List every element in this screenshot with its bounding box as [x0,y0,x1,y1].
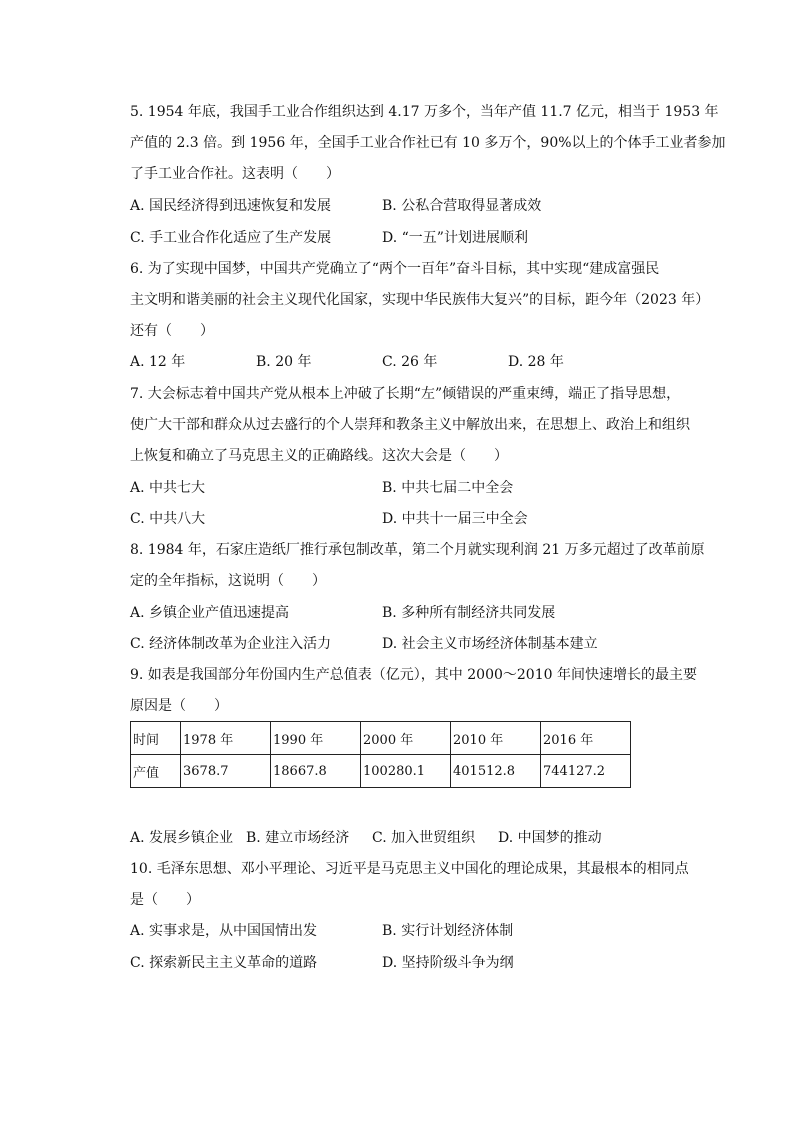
question-9-option-b: B. 建立市场经济 [246,830,350,846]
question-9-line-2: 原因是（ ） [130,698,228,714]
question-5-line-1: 5. 1954 年底，我国手工业合作组织达到 4.17 万多个，当年产值 11.7 亿元，相当于 1953 年 [130,104,719,120]
question-8-line-2: 定的全年指标，这说明（ ） [130,573,326,589]
question-10-line-1: 10. 毛泽东思想、邓小平理论、习近平是马克思主义中国化的理论成果，其最根本的相同点 [130,861,689,877]
gdp-table-header-row [131,722,631,755]
question-6-option-c: C. 26 年 [382,354,438,370]
table-cell: 1978 年 [181,722,271,755]
question-7-option-b: B. 中共七届二中全会 [382,480,514,496]
question-6-option-a: A. 12 年 [130,354,186,370]
question-10-option-a: A. 实事求是，从中国国情出发 [130,923,318,939]
question-7-line-2: 使广大干部和群众从过去盛行的个人崇拜和教条主义中解放出来，在思想上、政治上和组织 [130,417,690,433]
question-9-option-c: C. 加入世贸组织 [372,830,476,846]
question-8-option-c: C. 经济体制改革为企业注入活力 [130,636,332,652]
question-8-option-a: A. 乡镇企业产值迅速提高 [130,605,290,621]
table-cell: 1990 年 [271,722,361,755]
question-7-option-c: C. 中共八大 [130,511,206,527]
question-5-option-c: C. 手工业合作化适应了生产发展 [130,230,332,246]
question-9-line-1: 9. 如表是我国部分年份国内生产总值表（亿元），其中 2000～2010 年间快速增长的最主要 [130,667,697,683]
question-7-option-a: A. 中共七大 [130,480,206,496]
question-10-option-d: D. 坚持阶级斗争为纲 [382,955,514,971]
table-cell: 18667.8 [271,755,361,788]
gdp-table-value-row [131,755,631,788]
table-cell: 744127.2 [541,755,631,788]
question-6-option-d: D. 28 年 [508,354,564,370]
question-5-option-d: D. “一五”计划进展顺利 [382,230,528,246]
question-7-line-3: 上恢复和确立了马克思主义的正确路线。这次大会是（ ） [130,448,508,464]
question-8-option-b: B. 多种所有制经济共同发展 [382,605,556,621]
table-cell: 100280.1 [361,755,451,788]
table-cell: 时间 [131,722,181,755]
gdp-table [130,721,631,788]
question-6-line-1: 6. 为了实现中国梦，中国共产党确立了“两个一百年”奋斗目标，其中实现“建成富强民 [130,261,660,277]
table-cell: 产值 [131,755,181,788]
question-5-line-3: 了手工业合作社。这表明（ ） [130,166,340,182]
question-9-option-a: A. 发展乡镇企业 [130,830,234,846]
table-cell: 2016 年 [541,722,631,755]
table-cell: 2000 年 [361,722,451,755]
question-10-option-c: C. 探索新民主主义革命的道路 [130,955,318,971]
question-6-line-2: 主文明和谐美丽的社会主义现代化国家，实现中华民族伟大复兴”的目标，距今年（2023 年） [130,292,710,308]
question-9-option-d: D. 中国梦的推动 [498,830,602,846]
table-cell: 2010 年 [451,722,541,755]
question-10-option-b: B. 实行计划经济体制 [382,923,514,939]
question-5-option-a: A. 国民经济得到迅速恢复和发展 [130,198,332,214]
question-6-line-3: 还有（ ） [130,323,214,339]
question-10-line-2: 是（ ） [130,892,200,908]
table-cell: 3678.7 [181,755,271,788]
table-cell: 401512.8 [451,755,541,788]
question-8-option-d: D. 社会主义市场经济体制基本建立 [382,636,598,652]
question-5-option-b: B. 公私合营取得显著成效 [382,198,542,214]
question-7-option-d: D. 中共十一届三中全会 [382,511,528,527]
question-8-line-1: 8. 1984 年，石家庄造纸厂推行承包制改革，第二个月就实现利润 21 万多元超过了改革前原 [130,542,705,558]
question-7-line-1: 7. 大会标志着中国共产党从根本上冲破了长期“左”倾错误的严重束缚，端正了指导思想， [130,386,681,402]
question-5-line-2: 产值的 2.3 倍。到 1956 年，全国手工业合作社已有 10 多万个，90%以上的个体手工业者参加 [130,135,726,151]
question-6-option-b: B. 20 年 [256,354,312,370]
